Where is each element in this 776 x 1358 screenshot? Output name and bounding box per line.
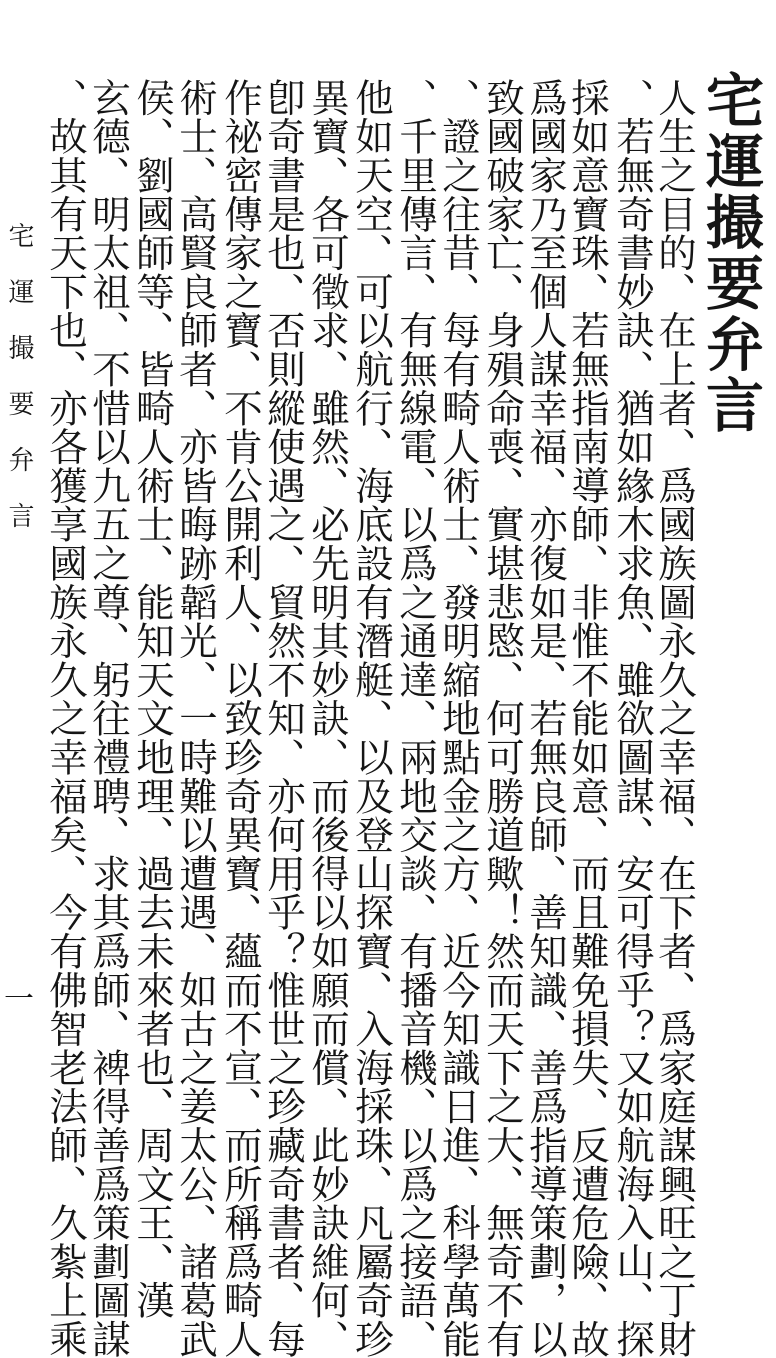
text-column-14: 玄德、明太祖、不惜以九五之尊、躬往禮聘、求其爲師、裨得善爲策劃圖謀: [86, 78, 131, 1358]
page-number: 一: [4, 982, 34, 1017]
text-column-13: 侯、劉國師等、皆畸人術士、能知天文地理、過去未來者也、周文王、漢: [130, 78, 175, 1320]
text-column-12: 術士、高賢良師者、亦皆晦跡韜光、一時難以遭遇、如古之姜太公、諸葛武: [173, 78, 218, 1358]
text-column-15: 、故其有天下也、亦各獲享國族永久之幸福矣、今有佛智老法師、久紮上乘: [43, 78, 88, 1358]
text-column-5: 致國破家亡、身殞命喪、實堪悲愍、何可勝道歟！然而天下之大、無奇不有: [480, 78, 525, 1358]
text-column-7: 、千里傳言、有無線電、以爲之通達、兩地交談、有播音機、以爲之接語、: [393, 78, 438, 1358]
text-column-3: 採如意寶珠、若無指南導師、非惟不能如意、而且難免損失、反遭危險、故: [565, 78, 610, 1358]
text-column-1: 人生之目的、在上者、爲國族圖永久之幸福、在下者、爲家庭謀興旺之丁財: [652, 78, 697, 1358]
text-column-8: 他如天空、可以航行、海底設有潛艇、以及登山探寶、入海採珠、凡屬奇珍: [349, 78, 394, 1358]
page-title: 宅運撮要弁言: [696, 70, 764, 436]
running-head: 宅運撮要弁言: [4, 222, 34, 558]
text-column-10: 卽奇書是也、否則縱使遇之、貿然不知、亦何用乎？惟世之珍藏奇書者、每: [261, 78, 306, 1358]
text-column-11: 作祕密傳家之寶、不肯公開利人、以致珍奇異寶、蘊而不宣、而所稱爲畸人: [218, 78, 263, 1358]
text-column-9: 異寶、各可徵求、雖然、必先明其妙訣、而後得以如願而償、此妙訣維何、: [305, 78, 350, 1358]
text-column-6: 、證之往昔、每有畸人術士、發明縮地點金之方、近今知識日進、科學萬能: [436, 78, 481, 1358]
text-column-2: 、若無奇書妙訣、猶如緣木求魚、雖欲圖謀、安可得乎？又如航海入山、探: [610, 78, 655, 1358]
text-column-4: 爲國家乃至個人謀幸福、亦復如是、若無良師、善知識、善爲指導策劃，以: [523, 78, 568, 1358]
